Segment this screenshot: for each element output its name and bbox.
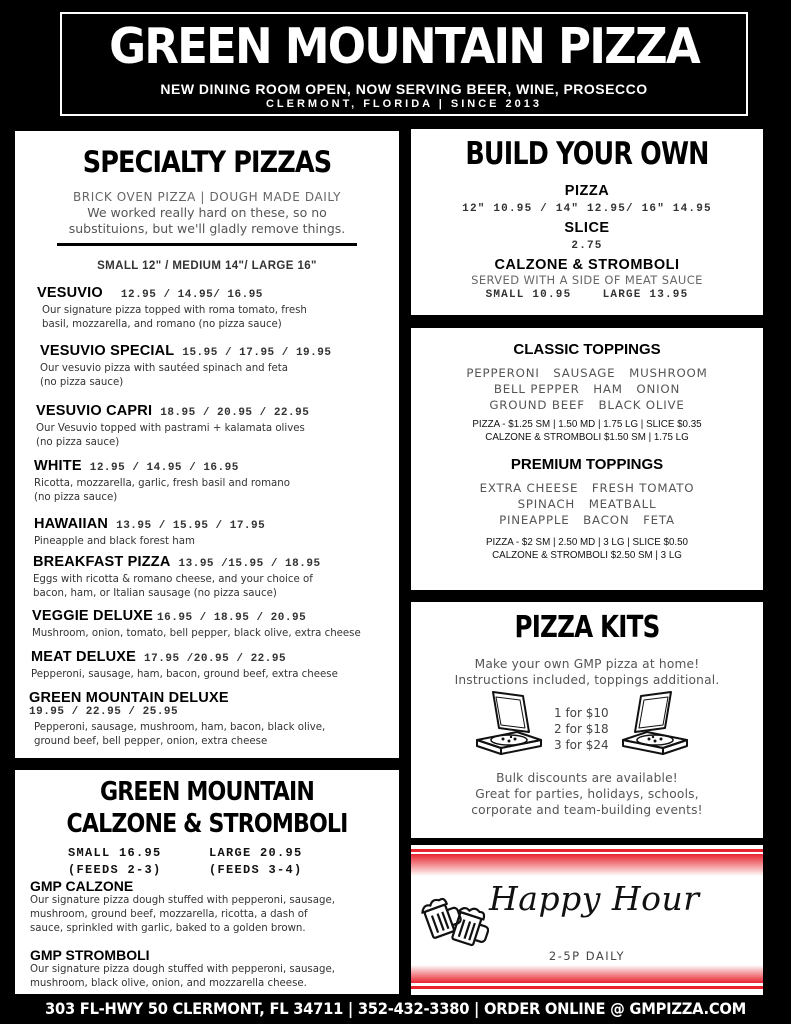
stripe <box>411 965 763 983</box>
footer-contact: 303 FL-HWY 50 CLERMONT, FL 34711 | 352-432-3380 | ORDER ONLINE @ GMPIZZA.COM <box>45 999 746 1018</box>
calzone-heading <box>44 776 370 840</box>
kits-intro <box>411 656 763 688</box>
pizza-box-icon <box>619 688 691 756</box>
desc-line: mushroom, black olive, onion, and mozzarella cheese. <box>30 978 307 989</box>
classic-toppings-list <box>411 365 763 413</box>
item-price: 13.95 /15.95 / 18.95 <box>178 558 321 570</box>
topping-line: SPINACH MEATBALL <box>517 497 657 511</box>
item-name: VESUVIO CAPRI <box>36 403 153 419</box>
item-name: VEGGIE DELUXE <box>32 608 154 624</box>
item-desc <box>33 573 399 601</box>
byo-pizza-prices: 12" 10.95 / 14" 12.95/ 16" 14.95 <box>462 203 712 215</box>
specialty-intro-line: We worked really hard on these, so no <box>87 205 327 220</box>
pizza-kits-panel <box>411 602 763 838</box>
byo-cs-prices: SMALL 10.95 LARGE 13.95 <box>485 289 689 301</box>
gmp-stromboli-name: GMP STROMBOLI <box>30 947 150 963</box>
topping-line: PINEAPPLE BACON FETA <box>499 513 675 527</box>
item-price: 17.95 /20.95 / 22.95 <box>144 653 287 665</box>
menu-item <box>15 455 399 505</box>
beer-mugs-icon <box>419 893 489 955</box>
specialty-heading: SPECIALTY PIZZAS <box>82 145 332 179</box>
premium-toppings-heading: PREMIUM TOPPINGS <box>510 456 664 473</box>
item-desc <box>36 422 399 450</box>
menu-item <box>15 551 399 601</box>
item-desc-line: Eggs with ricotta & romano cheese, and your choice of <box>33 574 313 585</box>
stripe <box>411 854 763 876</box>
kit-option: 2 for $18 <box>554 722 609 736</box>
kits-bulk <box>411 770 763 818</box>
byo-cs-note: SERVED WITH A SIDE OF MEAT SAUCE <box>471 273 703 287</box>
item-price: 16.95 / 18.95 / 20.95 <box>157 612 307 624</box>
item-desc <box>34 477 399 505</box>
kits-line: corporate and team-building events! <box>471 803 703 817</box>
item-name: BREAKFAST PIZZA <box>33 554 171 570</box>
item-desc <box>32 627 399 641</box>
kits-line: Bulk discounts are available! <box>496 771 678 785</box>
gmp-stromboli-desc <box>30 963 395 991</box>
item-price: 19.95 / 22.95 / 25.95 <box>29 706 179 718</box>
desc-line: Our signature pizza dough stuffed with pepperoni, sausage, <box>30 964 335 975</box>
item-price: 18.95 / 20.95 / 22.95 <box>160 407 310 419</box>
pizza-box-icon <box>473 688 545 756</box>
topping-line: PEPPERONI SAUSAGE MUSHROOM <box>466 366 708 380</box>
item-desc-line: ground beef, bell pepper, onion, extra cheese <box>34 736 268 747</box>
kits-line: Great for parties, holidays, schools, <box>475 787 699 801</box>
item-desc <box>31 668 399 682</box>
topping-line: EXTRA CHEESE FRESH TOMATO <box>479 481 695 495</box>
small-feeds: (FEEDS 2-3) <box>68 863 162 877</box>
item-desc <box>34 535 399 549</box>
byo-cs-label: CALZONE & STROMBOLI <box>494 257 680 273</box>
topping-price-line: CALZONE & STROMBOLI $2.50 SM | 3 LG <box>492 550 682 561</box>
specialty-sizes: SMALL 12" / MEDIUM 14"/ LARGE 16" <box>97 260 317 272</box>
premium-toppings-list <box>411 480 763 528</box>
calzone-heading-line: CALZONE & STROMBOLI <box>66 809 348 839</box>
header-subtitle: NEW DINING ROOM OPEN, NOW SERVING BEER, WINE, PROSECCO <box>160 81 648 97</box>
menu-item <box>15 340 399 390</box>
gmp-calzone-desc <box>30 894 395 936</box>
calzone-small-size <box>68 845 162 879</box>
kits-heading: PIZZA KITS <box>514 610 660 645</box>
kits-pricing <box>554 705 609 753</box>
desc-line: Our signature pizza dough stuffed with pepperoni, sausage, <box>30 895 335 906</box>
desc-line: mushroom, ground beef, mozzarella, ricotta, a dash of <box>30 909 308 920</box>
header-banner <box>60 12 748 116</box>
item-desc-line: Pineapple and black forest ham <box>34 536 195 547</box>
classic-toppings-heading: CLASSIC TOPPINGS <box>513 341 661 358</box>
menu-item <box>15 690 399 749</box>
item-desc <box>34 721 399 749</box>
menu-item <box>15 605 399 641</box>
byo-slice-label: SLICE <box>564 220 610 236</box>
byo-pizza-label: PIZZA <box>564 183 610 199</box>
stripe <box>411 986 763 989</box>
toppings-panel <box>411 328 763 590</box>
item-desc <box>40 362 399 390</box>
kits-line: Make your own GMP pizza at home! <box>474 657 700 671</box>
topping-line: BELL PEPPER HAM ONION <box>493 382 681 396</box>
menu-item <box>15 400 399 450</box>
topping-price-line: CALZONE & STROMBOLI $1.50 SM | 1.75 LG <box>485 432 689 443</box>
gmp-calzone-name: GMP CALZONE <box>30 878 134 894</box>
item-price: 15.95 / 17.95 / 19.95 <box>182 347 332 359</box>
small-price: SMALL 16.95 <box>68 846 162 860</box>
calzone-heading-line: GREEN MOUNTAIN <box>99 777 315 807</box>
item-desc-line: bacon, ham, or Italian sausage (no pizza sauce) <box>33 588 277 599</box>
menu-item <box>15 646 399 682</box>
happy-hour-title: Happy Hour <box>489 879 700 918</box>
specialty-intro-line: substituions, but we'll gladly remove things. <box>68 221 346 236</box>
byo-slice-price: 2.75 <box>571 240 603 252</box>
happy-hour-panel <box>411 845 763 995</box>
item-desc-line: Our vesuvio pizza with sautéed spinach and feta <box>40 363 288 374</box>
large-price: LARGE 20.95 <box>209 846 303 860</box>
item-desc-line: Our Vesuvio topped with pastrami + kalamata olives <box>36 423 305 434</box>
item-name: WHITE <box>34 458 82 474</box>
item-name: VESUVIO SPECIAL <box>40 343 175 359</box>
premium-toppings-prices <box>411 536 763 562</box>
menu-item <box>15 282 399 332</box>
item-desc-line: Ricotta, mozzarella, garlic, fresh basil and romano <box>34 478 290 489</box>
item-desc-line: Pepperoni, sausage, ham, bacon, ground beef, extra cheese <box>31 669 338 680</box>
specialty-pizzas-panel <box>15 131 399 758</box>
topping-line: GROUND BEEF BLACK OLIVE <box>489 398 685 412</box>
item-desc-line: (no pizza sauce) <box>40 377 124 388</box>
item-desc-line: Pepperoni, sausage, mushroom, ham, bacon, black olive, <box>34 722 326 733</box>
item-price: 12.95 / 14.95 / 16.95 <box>89 462 239 474</box>
item-desc-line: (no pizza sauce) <box>36 437 120 448</box>
build-your-own-panel <box>411 129 763 315</box>
topping-price-line: PIZZA - $2 SM | 2.50 MD | 3 LG | SLICE $0.50 <box>485 537 689 548</box>
topping-price-line: PIZZA - $1.25 SM | 1.50 MD | 1.75 LG | SLICE $0.35 <box>472 419 702 430</box>
stripe <box>411 849 763 852</box>
classic-toppings-prices <box>411 418 763 444</box>
divider <box>57 243 357 246</box>
item-desc-line: Mushroom, onion, tomato, bell pepper, black olive, extra cheese <box>32 628 361 639</box>
item-price: 12.95 / 14.95/ 16.95 <box>120 289 263 301</box>
item-desc-line: Our signature pizza topped with roma tomato, fresh <box>42 305 307 316</box>
specialty-intro <box>15 189 399 237</box>
menu-item <box>15 513 399 549</box>
item-name: VESUVIO <box>37 285 103 301</box>
restaurant-title: GREEN MOUNTAIN PIZZA <box>109 18 699 75</box>
calzone-stromboli-panel <box>15 770 399 994</box>
desc-line: sauce, sprinkled with garlic, baked to a golden brown. <box>30 923 306 934</box>
byo-heading: BUILD YOUR OWN <box>465 136 709 172</box>
kit-option: 1 for $10 <box>554 706 609 720</box>
item-price: 13.95 / 15.95 / 17.95 <box>116 520 266 532</box>
item-name: MEAT DELUXE <box>31 649 137 665</box>
item-desc <box>42 304 399 332</box>
item-desc-line: basil, mozzarella, and romano (no pizza sauce) <box>42 319 282 330</box>
item-name: GREEN MOUNTAIN DELUXE <box>29 690 229 706</box>
happy-hour-time: 2-5P DAILY <box>548 949 626 963</box>
specialty-tagline: BRICK OVEN PIZZA | DOUGH MADE DAILY <box>72 190 342 204</box>
large-feeds: (FEEDS 3-4) <box>209 863 303 877</box>
calzone-large-size <box>209 845 303 879</box>
item-desc-line: (no pizza sauce) <box>34 492 118 503</box>
kit-option: 3 for $24 <box>554 738 609 752</box>
kits-line: Instructions included, toppings additional. <box>454 673 720 687</box>
header-location: CLERMONT, FLORIDA | SINCE 2013 <box>265 98 543 110</box>
item-name: HAWAIIAN <box>34 516 109 532</box>
